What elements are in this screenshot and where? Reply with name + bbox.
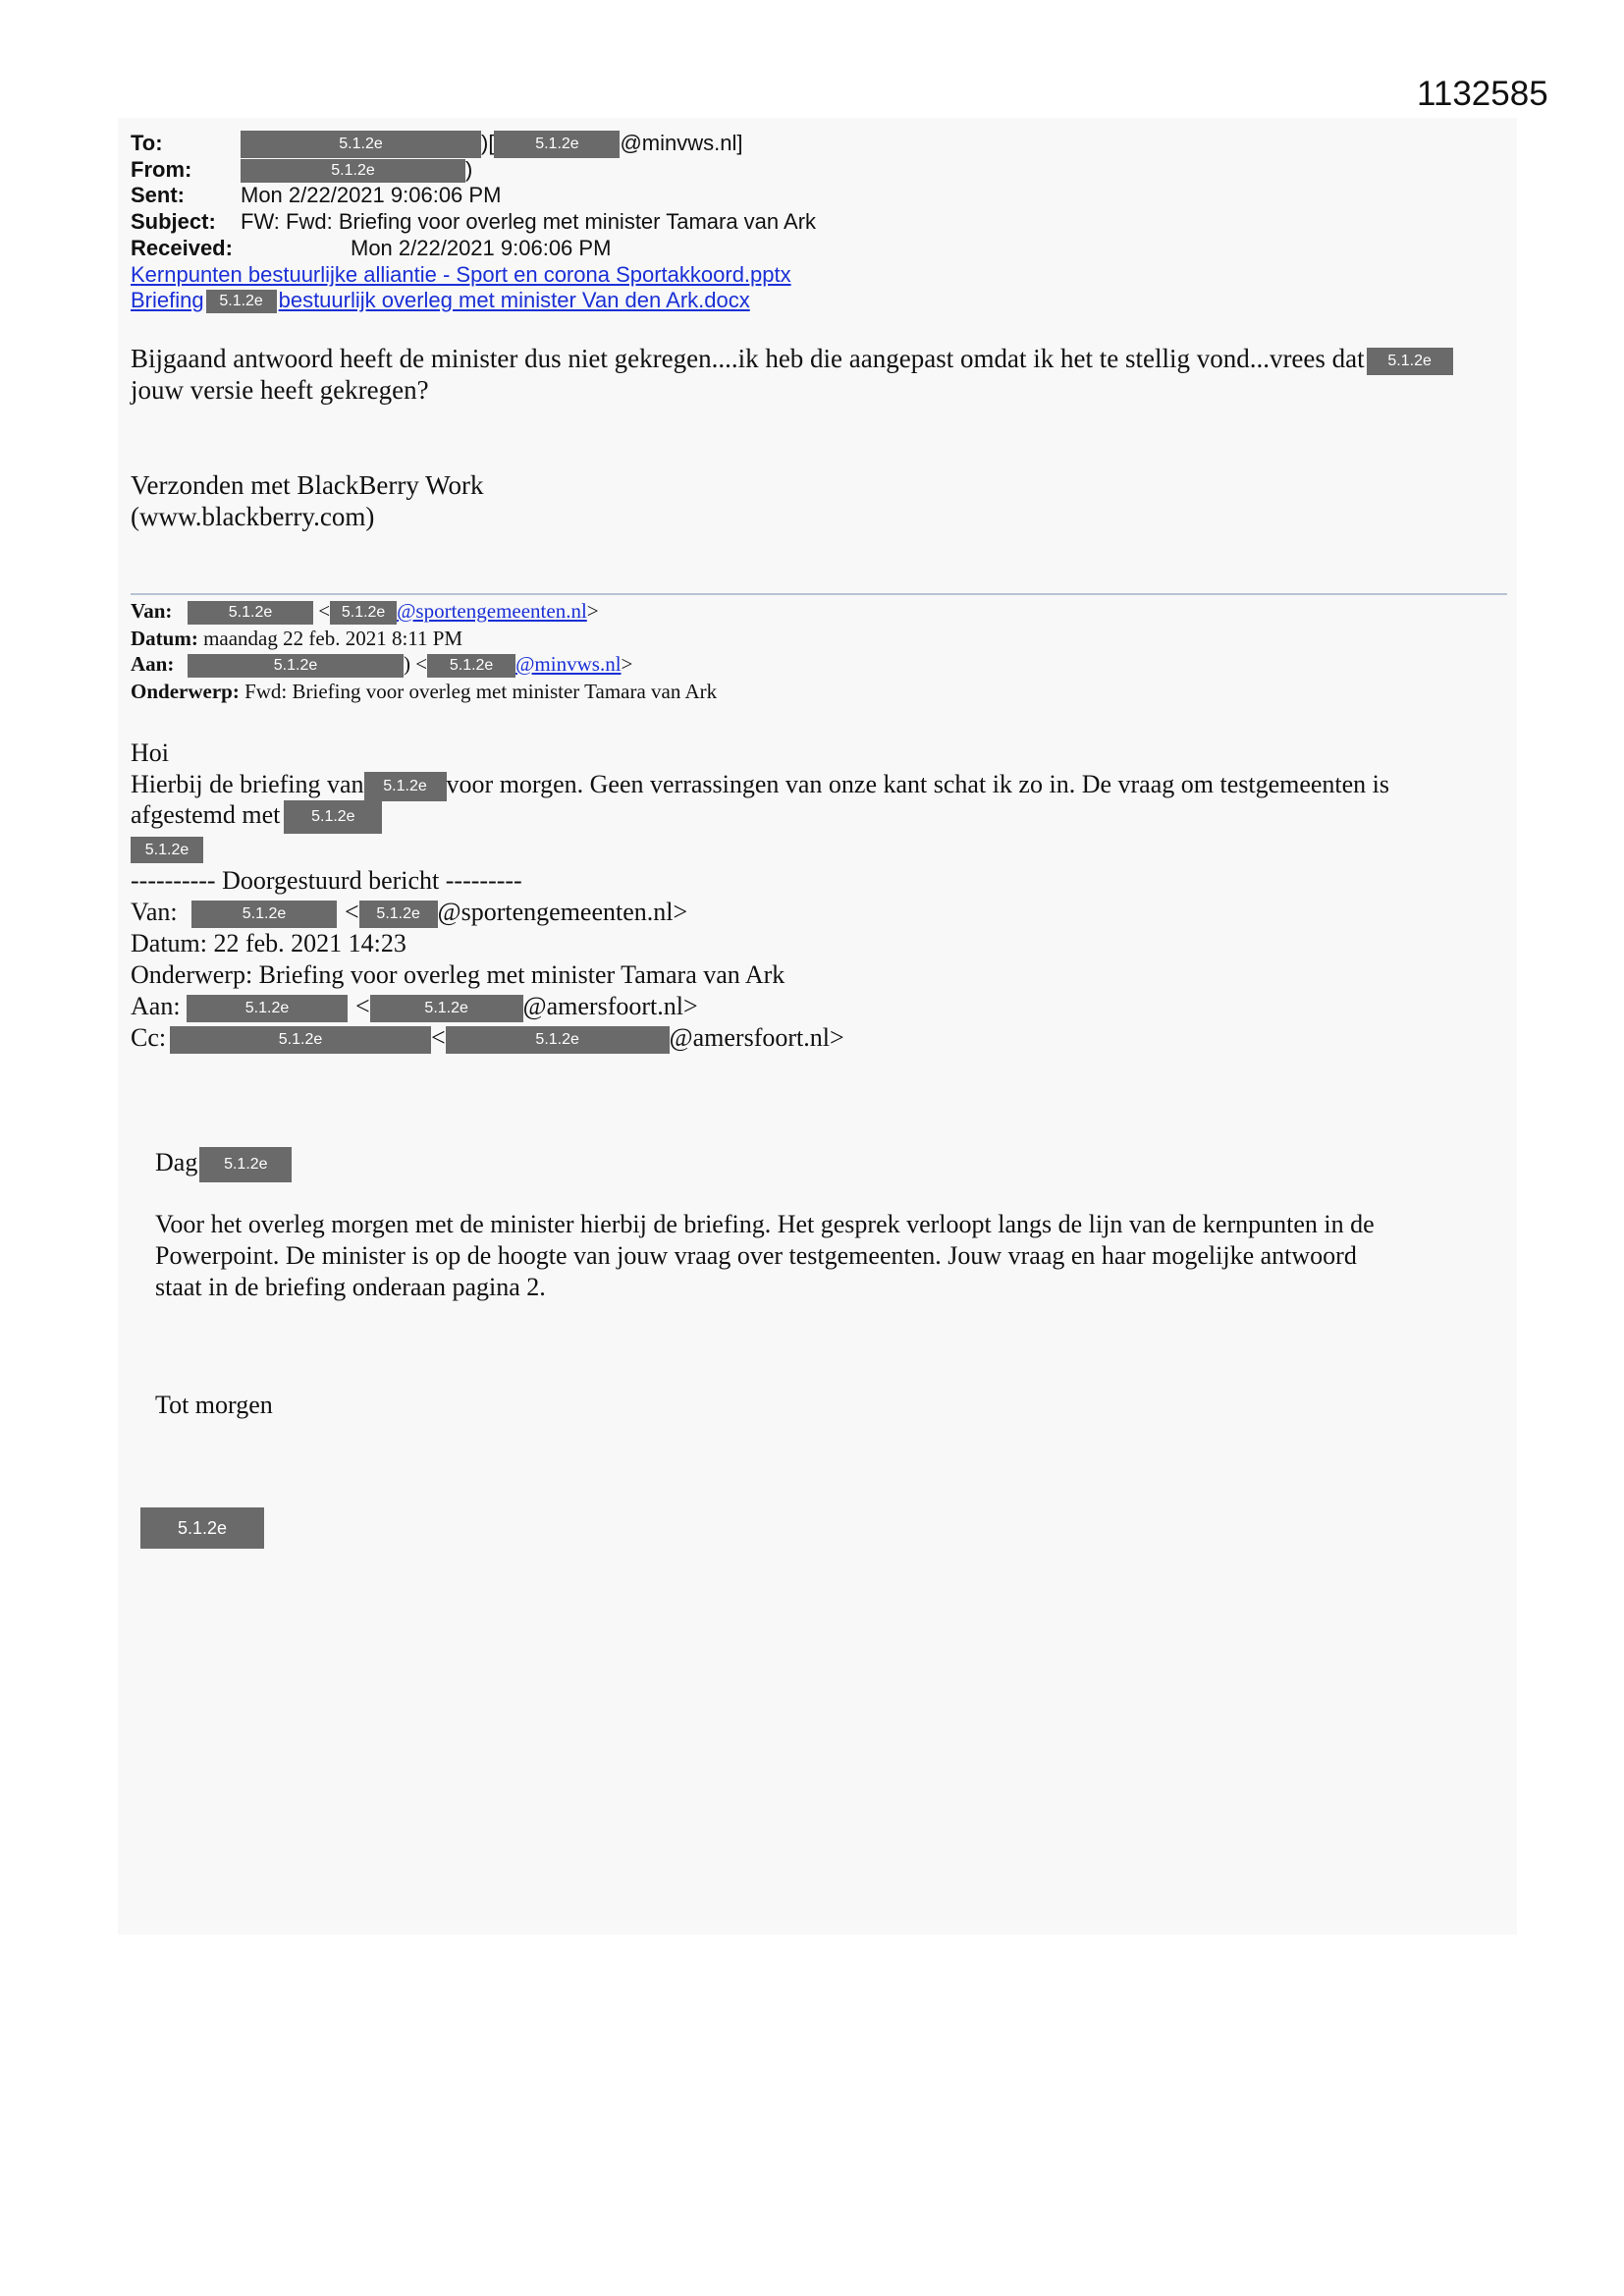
redaction: 5.1.2e bbox=[206, 290, 277, 313]
message-signature-redaction bbox=[140, 1507, 264, 1549]
fwd2-onderwerp-row bbox=[131, 960, 785, 990]
fwd2-cc-domain: @amersfoort.nl> bbox=[669, 1023, 844, 1052]
attachment-row-1 bbox=[131, 262, 791, 288]
fwd2-cc-lt: < bbox=[431, 1023, 446, 1052]
fwd1-gt: > bbox=[586, 599, 599, 623]
message-closing-text: Tot morgen bbox=[155, 1391, 273, 1419]
fwd2-cc-label: Cc: bbox=[131, 1023, 167, 1052]
from-label: From: bbox=[131, 157, 192, 182]
redaction: 5.1.2e bbox=[364, 772, 447, 801]
fwd1-onderwerp-row bbox=[131, 680, 717, 704]
redaction: 5.1.2e bbox=[370, 995, 523, 1022]
fwd1-aan-label: Aan: bbox=[131, 652, 175, 676]
message-dag: Dag bbox=[155, 1147, 198, 1176]
attachment-link-docx[interactable] bbox=[131, 288, 750, 312]
message-closing bbox=[155, 1391, 273, 1420]
fwd1-aan-email-link[interactable]: @minvws.nl bbox=[515, 652, 622, 676]
redaction: 5.1.2e bbox=[330, 601, 397, 625]
fwd1-datum-row bbox=[131, 627, 462, 651]
redaction: 5.1.2e bbox=[188, 601, 313, 625]
fwd2-datum: Datum: 22 feb. 2021 14:23 bbox=[131, 929, 406, 957]
reply-line-1 bbox=[131, 344, 1453, 375]
to-label: To: bbox=[131, 131, 163, 155]
redaction: 5.1.2e bbox=[170, 1026, 431, 1054]
fwd1-body-text-1a: Hierbij de briefing van bbox=[131, 770, 364, 798]
document-number: 1132585 bbox=[1417, 75, 1548, 113]
fwd1-aan-gt: > bbox=[621, 652, 633, 676]
to-separator: )[ bbox=[481, 131, 495, 155]
message-para-line-2 bbox=[155, 1241, 1357, 1271]
fwd1-lt: < bbox=[318, 599, 331, 623]
received-label: Received: bbox=[131, 236, 233, 260]
fwd1-van-email-link[interactable]: @sportengemeenten.nl bbox=[397, 599, 587, 623]
fwd2-cc-row bbox=[131, 1023, 844, 1054]
redaction: 5.1.2e bbox=[188, 654, 404, 678]
fwd1-greeting bbox=[131, 738, 169, 768]
redaction: 5.1.2e bbox=[446, 1026, 670, 1054]
fwd2-divider-text: ---------- Doorgestuurd bericht --------- bbox=[131, 866, 522, 895]
subject-label: Subject: bbox=[131, 209, 216, 234]
fwd1-onderwerp-value: Fwd: Briefing voor overleg met minister Tamara van Ark bbox=[244, 680, 718, 703]
fwd2-aan-domain: @amersfoort.nl> bbox=[522, 992, 698, 1020]
fwd1-aan-sep: ) < bbox=[404, 652, 428, 676]
fwd1-aan-row bbox=[131, 652, 632, 678]
message-p3: staat in de briefing onderaan pagina 2. bbox=[155, 1273, 546, 1301]
fwd1-body-line-2 bbox=[131, 800, 382, 834]
fwd2-datum-row bbox=[131, 929, 406, 958]
signature-text-2: (www.blackberry.com) bbox=[131, 502, 375, 531]
reply-line-2 bbox=[131, 375, 429, 406]
message-p1: Voor het overleg morgen met de minister hierbij de briefing. Het gesprek verloopt langs de lijn van de kernpunten in de bbox=[155, 1210, 1375, 1238]
attachment-link-pptx[interactable]: Kernpunten bestuurlijke alliantie - Sport en corona Sportakkoord.pptx bbox=[131, 262, 791, 287]
redaction: 5.1.2e bbox=[140, 1507, 264, 1549]
message-para-line-1 bbox=[155, 1210, 1375, 1239]
fwd1-datum-label: Datum: bbox=[131, 627, 198, 650]
fwd2-onderwerp: Onderwerp: Briefing voor overleg met minister Tamara van Ark bbox=[131, 960, 785, 989]
redaction: 5.1.2e bbox=[187, 995, 348, 1022]
reply-text-2: jouw versie heeft gekregen? bbox=[131, 375, 429, 405]
fwd2-van-row bbox=[131, 898, 687, 928]
sent-value: Mon 2/22/2021 9:06:06 PM bbox=[241, 183, 502, 207]
fwd1-van-label: Van: bbox=[131, 599, 173, 623]
signature-text-1: Verzonden met BlackBerry Work bbox=[131, 470, 484, 500]
redaction: 5.1.2e bbox=[241, 131, 481, 158]
redaction: 5.1.2e bbox=[131, 837, 203, 863]
fwd1-onderwerp-label: Onderwerp: bbox=[131, 680, 240, 703]
message-para-line-3 bbox=[155, 1273, 546, 1302]
message-p2: Powerpoint. De minister is op de hoogte van jouw vraag over testgemeenten. Jouw vraag en haar mogelijke antwoord bbox=[155, 1241, 1357, 1270]
fwd1-greeting-text: Hoi bbox=[131, 738, 169, 767]
attachment-link-part-b: bestuurlijk overleg met minister Van den Ark.docx bbox=[278, 288, 750, 312]
fwd2-lt: < bbox=[345, 898, 359, 926]
header-to-row bbox=[131, 131, 742, 158]
signature-line-1 bbox=[131, 470, 483, 501]
fwd2-aan-lt: < bbox=[355, 992, 370, 1020]
fwd1-datum-value: maandag 22 feb. 2021 8:11 PM bbox=[203, 627, 463, 650]
redaction: 5.1.2e bbox=[1367, 348, 1453, 375]
redaction: 5.1.2e bbox=[199, 1147, 292, 1182]
redaction: 5.1.2e bbox=[359, 901, 438, 928]
fwd1-body-line-1 bbox=[131, 770, 1389, 801]
to-domain: @minvws.nl] bbox=[620, 131, 743, 155]
fwd2-aan-row bbox=[131, 992, 698, 1022]
received-value: Mon 2/22/2021 9:06:06 PM bbox=[351, 236, 612, 260]
fwd1-body-text-2: afgestemd met bbox=[131, 800, 281, 829]
fwd1-van-row bbox=[131, 599, 599, 625]
message-greeting bbox=[155, 1147, 292, 1182]
redaction: 5.1.2e bbox=[427, 654, 515, 678]
fwd2-van-label: Van: bbox=[131, 898, 178, 926]
fwd1-body-text-1b: voor morgen. Geen verrassingen van onze kant schat ik zo in. De vraag om testgemeenten is bbox=[446, 770, 1390, 798]
sent-label: Sent: bbox=[131, 183, 185, 207]
from-close: ) bbox=[465, 157, 473, 182]
signature-line-2 bbox=[131, 502, 374, 532]
header-subject-row bbox=[131, 209, 816, 235]
fwd2-van-domain: @sportengemeenten.nl> bbox=[437, 898, 688, 926]
redaction: 5.1.2e bbox=[284, 800, 382, 834]
fwd2-divider bbox=[131, 866, 522, 896]
header-from-row bbox=[131, 157, 472, 183]
header-sent-row bbox=[131, 183, 501, 208]
redaction: 5.1.2e bbox=[494, 131, 620, 158]
attachment-row-2 bbox=[131, 288, 750, 313]
redaction: 5.1.2e bbox=[191, 901, 337, 928]
redaction: 5.1.2e bbox=[241, 159, 465, 183]
fwd2-aan-label: Aan: bbox=[131, 992, 181, 1020]
divider-line bbox=[131, 593, 1507, 595]
attachment-link-part-a: Briefing bbox=[131, 288, 204, 312]
subject-value: FW: Fwd: Briefing voor overleg met minister Tamara van Ark bbox=[241, 209, 817, 234]
reply-text-1: Bijgaand antwoord heeft de minister dus niet gekregen....ik heb die aangepast omdat ik het te stellig vond...vrees dat bbox=[131, 344, 1365, 373]
header-received-row bbox=[131, 236, 611, 261]
fwd1-signature-redaction bbox=[131, 837, 203, 863]
